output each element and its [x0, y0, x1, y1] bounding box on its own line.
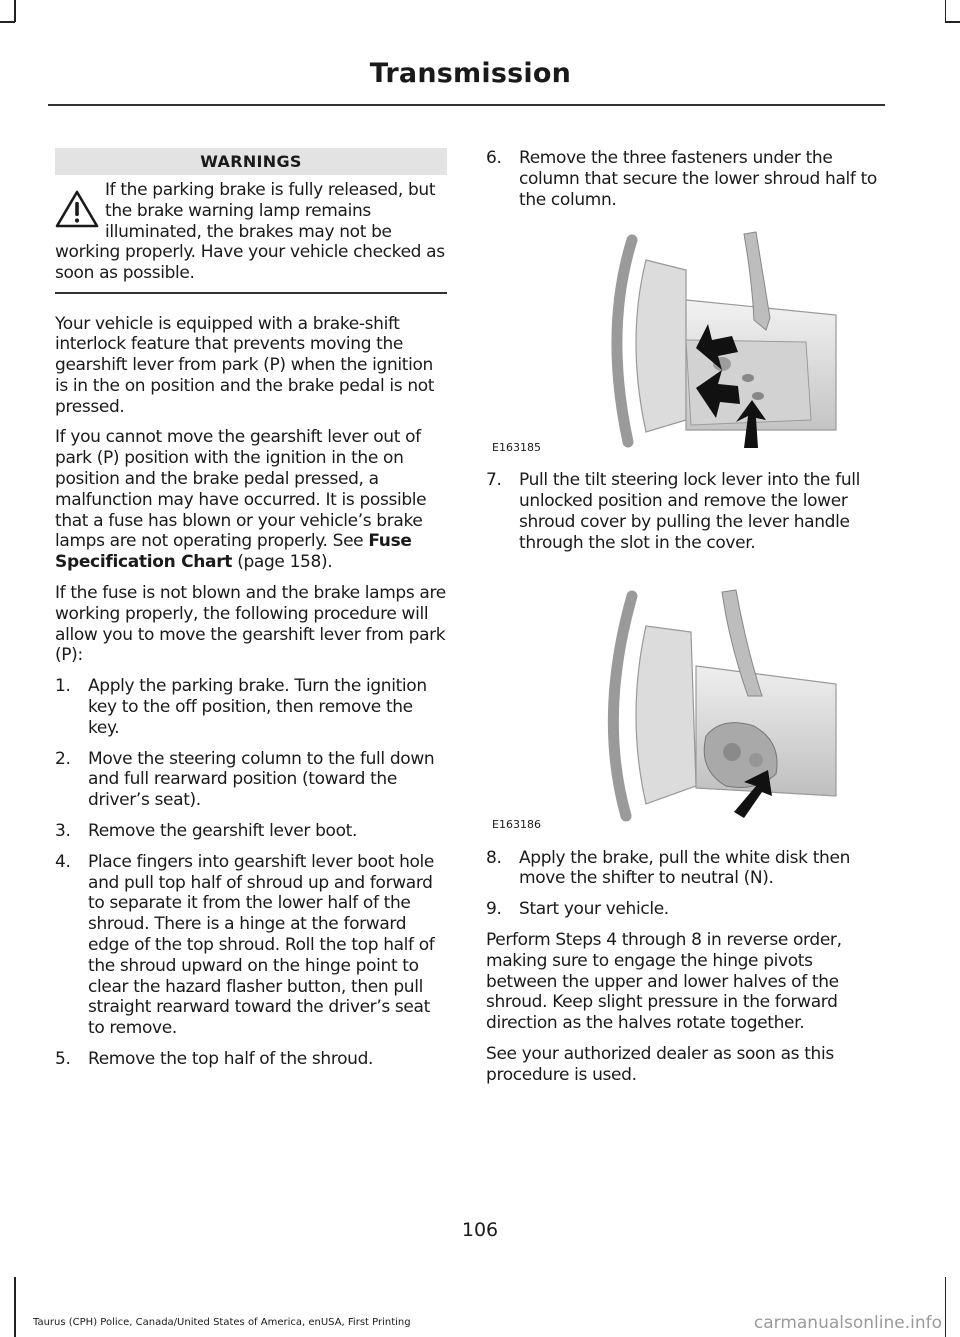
list-item [55, 821, 447, 842]
step-number: 8. [486, 847, 502, 868]
warning-divider [55, 292, 447, 294]
list-item [55, 676, 447, 738]
step-text: Remove the top half of the shroud. [88, 1049, 374, 1069]
crop-mark [945, 1277, 947, 1337]
step-number: 9. [486, 899, 502, 920]
list-item [486, 899, 880, 920]
figure-code: E163186 [492, 817, 541, 831]
page-reference: (page 158). [232, 552, 333, 573]
crop-mark [0, 21, 15, 23]
step-text: Remove the three fasteners under the column that secure the lower shroud half to the column. [519, 148, 877, 210]
warning-heading: WARNINGS [55, 148, 447, 175]
step-text: Pull the tilt steering lock lever into the full unlocked position and remove the lower shroud cover by pulling the lever handle through the slot in the cover. [519, 470, 861, 553]
procedure-intro: If the fuse is not blown and the brake lamps are working properly, the following procedure will allow you to move the gearshift lever from park (P): [55, 583, 446, 666]
list-item [486, 470, 880, 553]
fuse-chart-link[interactable]: Fuse Specification Chart [55, 531, 412, 573]
header-rule [48, 104, 885, 106]
list-item [55, 1049, 447, 1070]
step-text: Start your vehicle. [519, 899, 669, 920]
step-text: Move the steering column to the full down and full rearward position (toward the driver’s seat). [88, 748, 435, 811]
page-title: Transmission [369, 58, 571, 89]
step-number: 6. [486, 148, 502, 168]
lever-illustration [486, 566, 880, 836]
reverse-order-paragraph: Perform Steps 4 through 8 in reverse order, making sure to engage the hinge pivots between the upper and lower halves of the shroud. Keep slight pressure in the forward direction as the halves rotate together. [486, 929, 842, 1034]
list-item [55, 852, 447, 1039]
warning-text: If the parking brake is fully released, but the brake warning lamp remains illuminated, the brakes may not be working properly. Have your vehicle checked as soon as possible. [55, 180, 445, 284]
left-column [55, 148, 447, 1080]
step-number: 3. [55, 821, 71, 842]
steering-column-diagram [486, 220, 880, 458]
step-number: 4. [55, 851, 71, 872]
list-item [486, 848, 880, 890]
interlock-paragraph: Your vehicle is equipped with a brake-shift interlock feature that prevents moving the gearshift lever from park (P) when the ignition is in the on position and the brake pedal is not pressed. [55, 313, 435, 417]
watermark: carmanualsonline.info [753, 1313, 942, 1333]
right-column [486, 148, 880, 1096]
step-text: Apply the parking brake. Turn the ignition key to the off position, then remove the key. [88, 676, 427, 738]
fastener-illustration [486, 220, 880, 458]
crop-mark [14, 0, 16, 22]
step-text: Apply the brake, pull the white disk then move the shifter to neutral (N). [519, 847, 850, 889]
list-item [55, 749, 447, 811]
warning-triangle-icon [55, 190, 99, 228]
warning-box [55, 180, 447, 284]
malfunction-text: If you cannot move the gearshift lever out of park (P) position with the ignition in the on position and the brake pedal pressed, a malfunction may have occurred. It is possible that a fuse has blown or your vehicle’s brake lamps are not operating properly. See [55, 427, 427, 552]
steering-column-diagram [486, 566, 880, 836]
crop-mark [945, 0, 947, 22]
step-number: 1. [55, 676, 71, 697]
footer-text: Taurus (CPH) Police, Canada/United States of America, enUSA, First Printing [33, 1317, 411, 1328]
dealer-paragraph: See your authorized dealer as soon as this procedure is used. [486, 1043, 834, 1085]
figure-code: E163185 [492, 440, 541, 454]
page-number: 106 [461, 1219, 499, 1241]
step-number: 5. [55, 1049, 71, 1069]
step-number: 7. [486, 470, 502, 491]
crop-mark [14, 1277, 16, 1337]
list-item [486, 148, 880, 210]
step-text: Place fingers into gearshift lever boot hole and pull top half of shroud up and forward to separate it from the lower half of the shroud. There is a hinge at the forward edge of the top shroud. Roll the top half of the shroud upward on the hinge point to clear the hazard flasher button, then pull straight rearward toward the driver’s seat to remove. [88, 851, 435, 1039]
step-number: 2. [55, 748, 71, 769]
crop-mark [945, 21, 960, 23]
step-text: Remove the gearshift lever boot. [88, 821, 358, 842]
malfunction-paragraph [55, 427, 447, 573]
